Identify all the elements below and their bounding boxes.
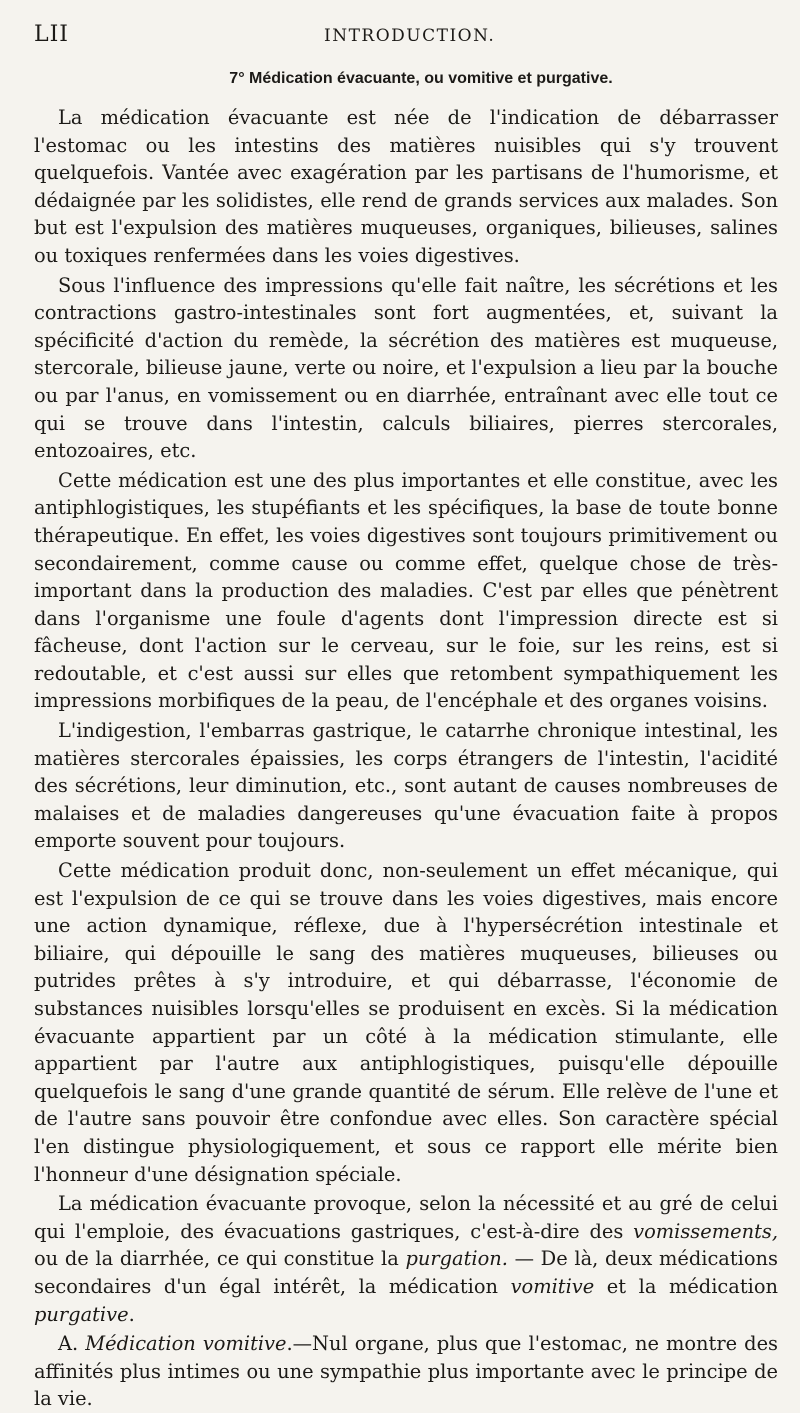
section-heading: 7° Médication évacuante, ou vomitive et purgative. xyxy=(229,70,613,87)
p6-text-a: La médication évacuante provoque, selon la nécessité et au gré de celui qui l'emploie, des évacuations gastriques, c'est-à-dire des xyxy=(34,1192,778,1243)
paragraph-7 xyxy=(34,1330,778,1413)
p6-text-c: ou de la diarrhée, ce qui constitue la xyxy=(34,1247,406,1271)
p6-italic-vomissements: vomissements, xyxy=(633,1219,778,1243)
paragraph-2: Sous l'influence des impressions qu'elle fait naître, les sécrétions et les contractions gastro-intestinales sont fort augmentées, et, suivant la spécificité d'action du remède, la sécrétion des matières est muqueuse, stercorale, bilieuse jaune, verte ou noire, et l'expulsion a lieu par la bouche ou par l'anus, en vomissement ou en diarrhée, entraînant avec elle tout ce qui se trouve dans l'intestin, calculs biliaires, pierres stercorales, entozoaires, etc. xyxy=(34,273,778,463)
paragraph-3: Cette médication est une des plus importantes et elle constitue, avec les antiphlogistiques, les stupéfiants et les spécifiques, la base de toute bonne thérapeutique. En effet, les voies digestives sont toujours primitivement ou secondairement, comme cause ou comme effet, quelque chose de très-important dans la production des maladies. C'est par elles que pénètrent dans l'organisme une foule d'agents dont l'impression directe est si fâcheuse, dont l'action sur le cerveau, sur le foie, sur les reins, est si redoutable, et c'est aussi sur elles que retombent sympathiquement les impressions morbifiques de la peau, de l'encéphale et des organes voisins. xyxy=(34,468,778,713)
p6-text-i: . xyxy=(128,1302,135,1326)
paragraph-6 xyxy=(34,1190,778,1328)
p7-text: .—Nul organe, plus que l'estomac, ne montre des affinités plus intimes ou une sympathie plus importante avec le principe de la vie. xyxy=(34,1332,778,1411)
running-title: INTRODUCTION. xyxy=(324,26,496,46)
paragraph-4: L'indigestion, l'embarras gastrique, le catarrhe chronique intestinal, les matières stercorales épaissies, les corps étrangers de l'intestin, l'acidité des sécrétions, leur diminution, etc., sont autant de causes nombreuses de malaises et de maladies dangereuses qu'une évacuation faite à propos emporte souvent pour toujours. xyxy=(34,719,778,853)
p6-text-e: — De là, deux médications secondaires d'un égal intérêt, la médication xyxy=(34,1247,778,1298)
paragraph-5: Cette médication produit donc, non-seulement un effet mécanique, qui est l'expulsion de ce qui se trouve dans les voies digestives, mais encore une action dynamique, réflexe, due à l'hypersécrétion intestinale et biliaire, qui dépouille le sang des matières muqueuses, bilieuses ou putrides prêtes à s'y introduire, et qui débarrasse, l'économie de substances nuisibles lorsqu'elles se produisent en excès. Si la médication évacuante appartient par un côté à la médication stimulante, elle appartient par l'autre aux antiphlogistiques, puisqu'elle dépouille quelquefois le sang d'une grande quantité de sérum. Elle relève de l'une et de l'autre sans pouvoir être confondue avec elles. Son caractère spécial l'en distingue physiologiquement, et sous ce rapport elle mérite bien l'honneur d'une désignation spéciale. xyxy=(34,859,778,1186)
p6-italic-vomitive: vomitive xyxy=(510,1274,595,1298)
body-text xyxy=(34,104,778,1413)
p6-italic-purgative: purgative xyxy=(34,1302,129,1326)
page-header xyxy=(34,14,778,48)
p6-text-g: et la médication xyxy=(594,1274,778,1298)
p7-label: A. xyxy=(58,1332,86,1356)
p6-italic-purgation: purgation. xyxy=(405,1247,508,1271)
page-number: LII xyxy=(34,22,69,47)
p7-italic-title: Médication vomitive xyxy=(85,1332,287,1356)
paragraph-1: La médication évacuante est née de l'indication de débarrasser l'estomac ou les intestins des matières nuisibles qui s'y trouvent quelquefois. Vantée avec exagération par les partisans de l'humorisme, et dédaignée par les solidistes, elle rend de grands services aux malades. Son but est l'expulsion des matières muqueuses, organiques, bilieuses, salines ou toxiques renfermées dans les voies digestives. xyxy=(34,106,778,267)
